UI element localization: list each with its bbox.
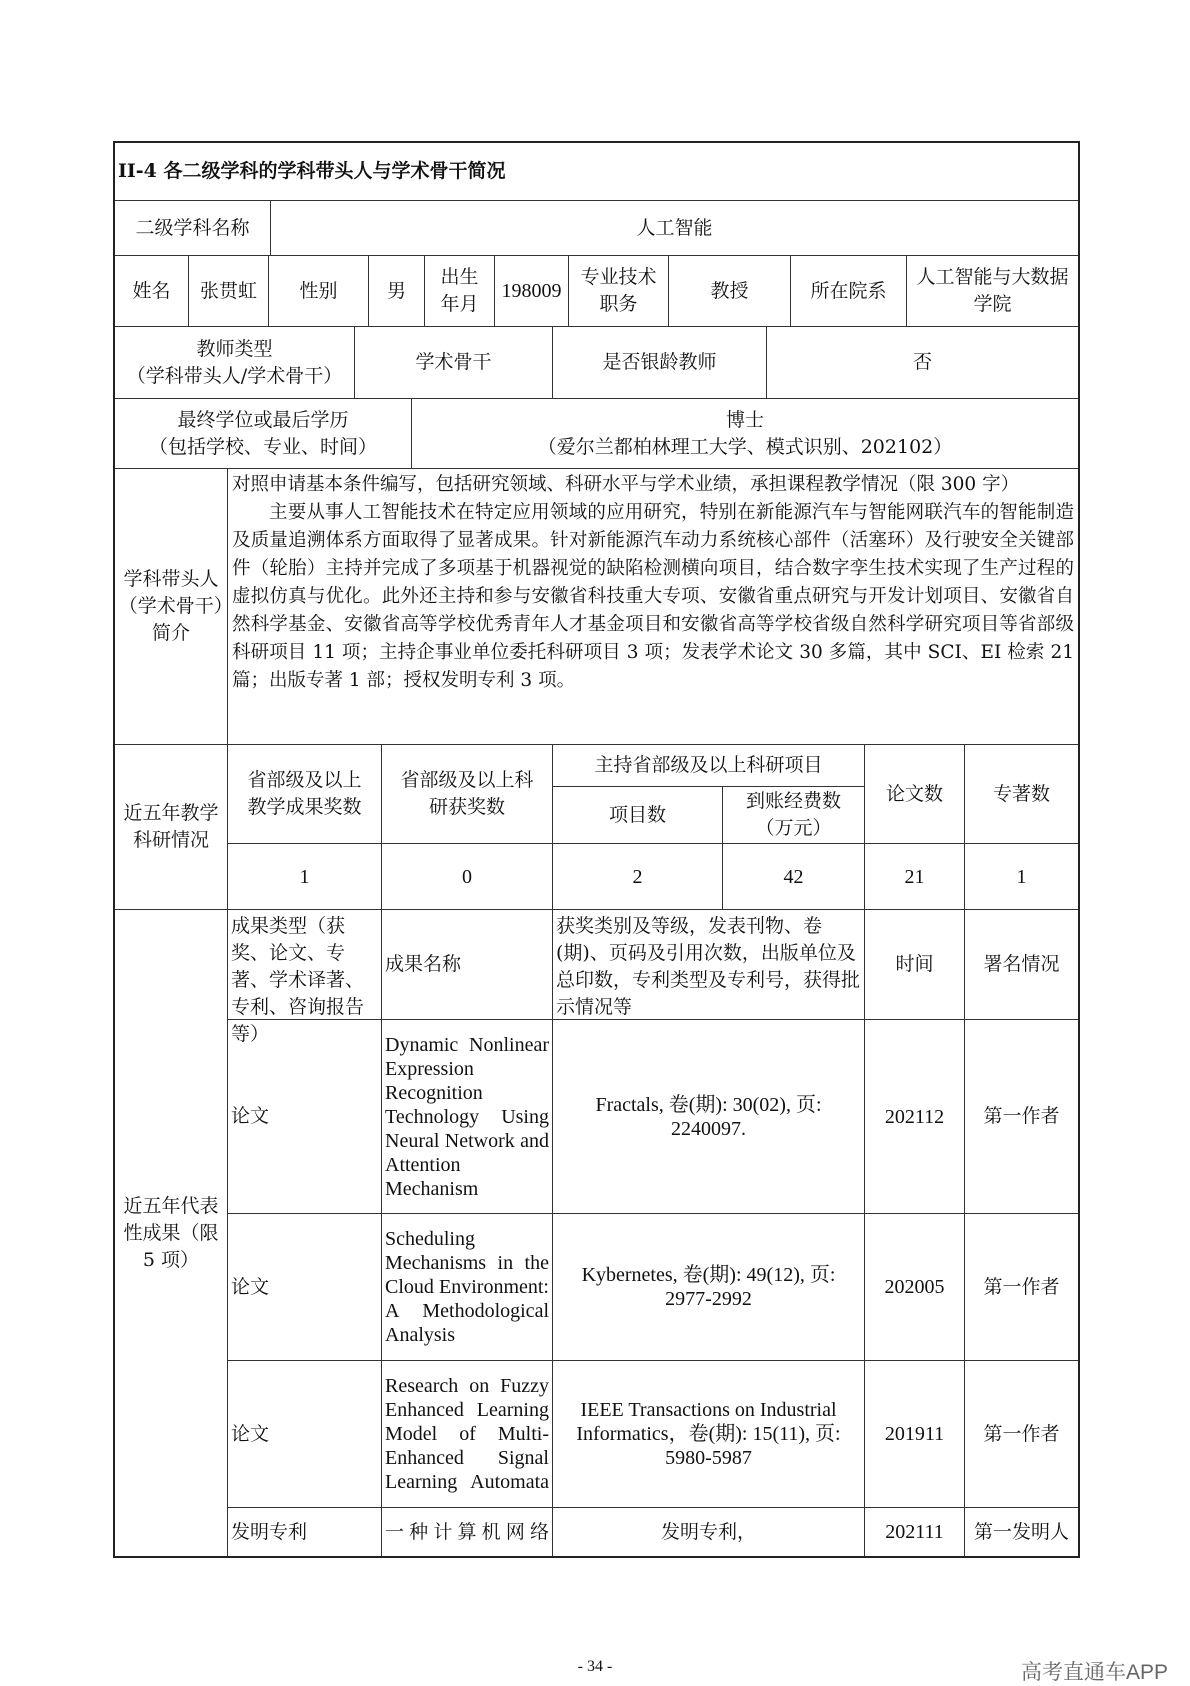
silver-label: 是否银龄教师 [553, 327, 767, 399]
degree-label-line1: 最终学位或最后学历 [177, 408, 349, 431]
row2-detail: Kybernetes, 卷(期): 49(12), 页: 2977-2992 [553, 1214, 865, 1361]
dept-label: 所在院系 [791, 256, 907, 327]
row1-sign: 第一作者 [965, 1020, 1078, 1214]
row4-type: 发明专利 [228, 1508, 382, 1556]
watermark: 高考直通车APP [1020, 1661, 1168, 1684]
row4-name-text: 一种计算机网络 [385, 1520, 549, 1543]
teaching-award-header: 省部级及以上教学成果奖数 [228, 745, 382, 844]
name-label: 姓名 [115, 256, 189, 327]
teaching-award-value: 1 [228, 844, 382, 910]
row2-time: 202005 [865, 1214, 965, 1361]
project-count-header: 项目数 [553, 787, 723, 844]
row4-time: 202111 [865, 1508, 965, 1556]
page-number: - 34 - [577, 1658, 613, 1675]
name-value: 张贯虹 [189, 256, 269, 327]
title-label: 专业技术职务 [569, 256, 669, 327]
intro-text [228, 469, 1078, 745]
discipline-label: 二级学科名称 [115, 201, 271, 256]
silver-value: 否 [767, 327, 1078, 399]
funds-value: 42 [723, 844, 865, 910]
type-header: 成果类型（获奖、论文、专著、学术译著、专利、咨询报告等） [228, 910, 382, 1020]
intro-body: 主要从事人工智能技术在特定应用领域的应用研究，特别在新能源汽车与智能网联汽车的智能制造及质量追溯体系方面取得了显著成果。针对新能源汽车动力系统核心部件（活塞环）及行驶安全关键部件（轮胎）主持并完成了多项基于机器视觉的缺陷检测横向项目，结合数字孪生技术实现了生产过程的虚拟仿真与优化。此外还主持和参与安徽省科技重大专项、安徽省重点研究与开发计划项目、安徽省自然科学基金、安徽省高等学校优秀青年人才基金项目和安徽省高等学校省级自然科学研究项目等省部级科研项目 11 项；主持企事业单位委托科研项目 3 项；发表学术论文 30 多篇，其中 SCI、EI 检索 21 篇；出版专著 1 部；授权发明专利 3 项。 [232, 502, 1074, 691]
row1-detail: Fractals, 卷(期): 30(02), 页: 2240097. [553, 1020, 865, 1214]
degree-label-line2: （包括学校、专业、时间） [148, 435, 377, 458]
birth-value: 198009 [495, 256, 569, 327]
research-label: 近五年教学科研情况 [115, 745, 228, 910]
row2-sign: 第一作者 [965, 1214, 1078, 1361]
papers-value: 21 [865, 844, 965, 910]
research-award-header: 省部级及以上科研获奖数 [382, 745, 553, 844]
degree-value [412, 399, 1078, 469]
name-header: 成果名称 [382, 910, 553, 1020]
books-value: 1 [965, 844, 1078, 910]
row3-time: 201911 [865, 1361, 965, 1508]
degree-value-line2: （爱尔兰都柏林理工大学、模式识别、202102） [537, 435, 953, 458]
row2-name-text: Scheduling Mechanisms in the Cloud Environment: A Methodological Analysis [385, 1228, 549, 1346]
birth-label: 出生年月 [425, 256, 495, 327]
dept-value: 人工智能与大数据学院 [907, 256, 1078, 327]
discipline-value: 人工智能 [271, 201, 1078, 256]
teacher-type-label [115, 327, 355, 399]
row1-time: 202112 [865, 1020, 965, 1214]
teacher-type-label-line2: （学科带头人/学术骨干） [126, 364, 343, 387]
teacher-type-value: 学术骨干 [355, 327, 553, 399]
row1-type: 论文 [228, 1020, 382, 1214]
sign-header: 署名情况 [965, 910, 1078, 1020]
papers-header: 论文数 [865, 745, 965, 844]
row4-detail: 发明专利， [553, 1508, 865, 1556]
achievements-label: 近五年代表性成果（限 5 项） [115, 910, 228, 1556]
row4-name [382, 1508, 553, 1556]
intro-label: 学科带头人（学术骨干）简介 [115, 469, 228, 745]
research-award-value: 0 [382, 844, 553, 910]
row1-name [382, 1020, 553, 1214]
title-value: 教授 [669, 256, 791, 327]
row3-name [382, 1361, 553, 1508]
degree-label [115, 399, 412, 469]
project-count-value: 2 [553, 844, 723, 910]
projects-header: 主持省部级及以上科研项目 [553, 745, 865, 787]
row3-sign: 第一作者 [965, 1361, 1078, 1508]
gender-label: 性别 [269, 256, 369, 327]
row3-type: 论文 [228, 1361, 382, 1508]
section-title: II-4 各二级学科的学科带头人与学术骨干简况 [115, 143, 1078, 201]
time-header: 时间 [865, 910, 965, 1020]
intro-instruction: 对照申请基本条件编写，包括研究领域、科研水平与学术业绩，承担课程教学情况（限 300 字） [232, 474, 1020, 495]
degree-value-line1: 博士 [725, 408, 764, 431]
row2-type: 论文 [228, 1214, 382, 1361]
teacher-type-label-line1: 教师类型 [196, 337, 273, 360]
row4-sign: 第一发明人 [973, 1520, 1069, 1543]
row1-name-text: Dynamic Nonlinear Expression Recognition Technology Using Neural Network and Attention Mechanism [385, 1033, 549, 1200]
row3-detail: IEEE Transactions on Industrial Informatics，卷(期): 15(11), 页: 5980-5987 [553, 1361, 865, 1508]
books-header: 专著数 [965, 745, 1078, 844]
profile-table [113, 141, 1080, 1558]
row2-name [382, 1214, 553, 1361]
detail-header: 获奖类别及等级，发表刊物、卷(期)、页码及引用次数，出版单位及总印数，专利类型及专利号，获得批示情况等 [553, 910, 865, 1020]
row3-name-text: Research on Fuzzy Enhanced Learning Model of Multi-Enhanced Signal Learning Automata [385, 1375, 549, 1493]
funds-header: 到账经费数（万元） [723, 787, 865, 844]
gender-value: 男 [369, 256, 425, 327]
